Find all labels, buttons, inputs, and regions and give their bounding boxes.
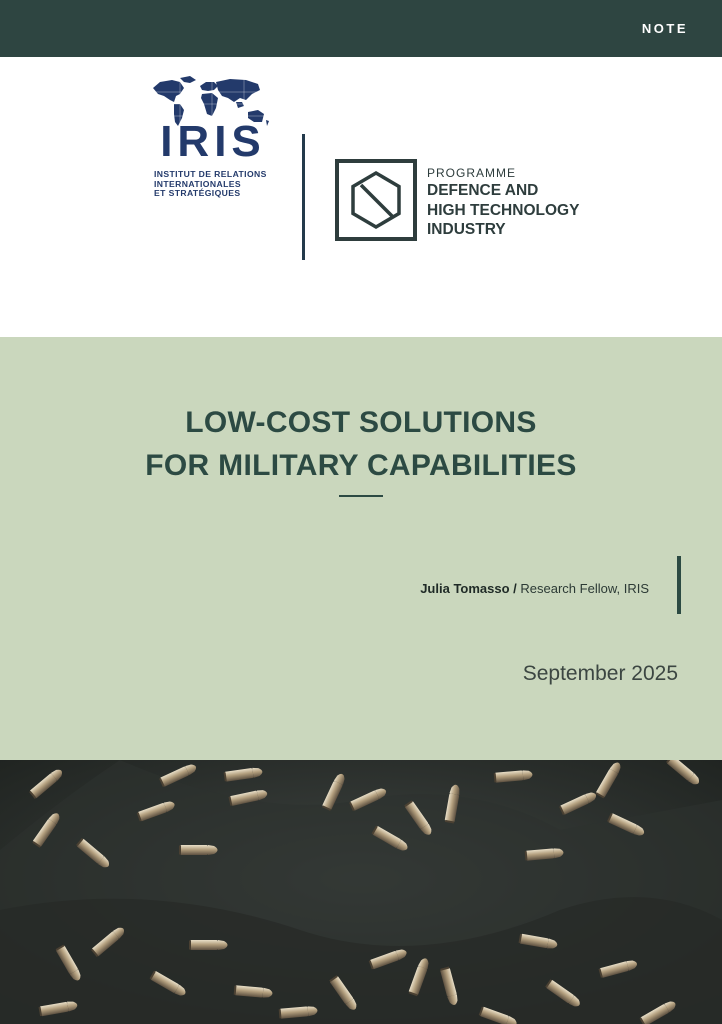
programme-title-line: DEFENCE AND [427, 182, 539, 199]
programme-hexagon-icon [335, 159, 417, 241]
iris-wordmark: IRIS [160, 117, 266, 166]
author-role: Research Fellow, IRIS [516, 581, 649, 596]
iris-subtitle-line: INSTITUT DE RELATIONS [154, 169, 267, 179]
title-line-1: LOW-COST SOLUTIONS [185, 406, 537, 439]
top-banner [0, 0, 722, 57]
iris-subtitle-line: ET STRATÉGIQUES [154, 188, 241, 199]
author-name: Julia Tomasso / [420, 581, 517, 596]
document-type-label: NOTE [641, 21, 688, 36]
iris-full-name [154, 170, 276, 199]
iris-subtitle-line: INTERNATIONALES [154, 178, 242, 189]
title-line-2: FOR MILITARY CAPABILITIES [145, 449, 577, 482]
document-title [0, 401, 722, 487]
author-credit [420, 581, 649, 596]
title-underline [339, 495, 383, 497]
author-accent-bar [677, 556, 681, 614]
publication-date: September 2025 [522, 662, 678, 685]
iris-logo [150, 74, 274, 260]
title-section [0, 337, 722, 760]
logo-divider [302, 134, 305, 260]
cover-photo-bullets [0, 760, 722, 1024]
programme-title-line: INDUSTRY [427, 221, 506, 238]
programme-title-line: HIGH TECHNOLOGY [427, 201, 580, 219]
programme-name [427, 165, 579, 240]
programme-label: PROGRAMME [427, 166, 517, 180]
